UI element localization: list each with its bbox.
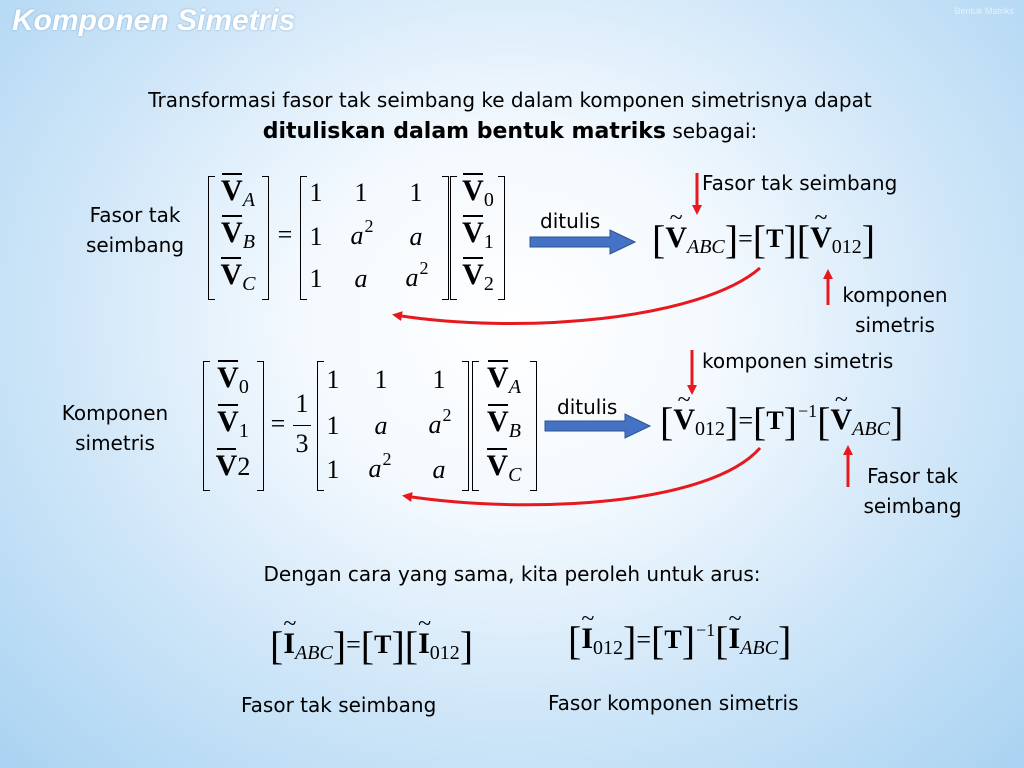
ditulis-label-2: ditulis <box>557 395 618 419</box>
arus-line: Dengan cara yang sama, kita peroleh untuk arus: <box>263 562 761 586</box>
slide-title: Komponen Simetris <box>12 4 296 37</box>
intro-line-1: Transformasi fasor tak seimbang ke dalam komponen simetrisnya dapat <box>148 88 872 112</box>
blue-arrow-2 <box>545 414 650 438</box>
matrix-equation-2: V0 V1 V2 = 1 3 1 1 1 1 a $a^2$ 1 $a^2$ a VA VB VC <box>200 355 545 495</box>
red-curve-arrow-1 <box>395 268 760 324</box>
blue-arrow-1 <box>530 230 635 254</box>
current-eq-2: [~ $I012]=[T]^{-1}[\sim$ IABC] <box>568 617 791 663</box>
compact-eq-2: [~ $V012]=[T]^{-1}[\sim$ VABC] <box>660 398 903 444</box>
caption-fasor-tak-seimbang: Fasor tak seimbang <box>241 693 437 717</box>
note-fasor-tak-seimbang-top: Fasor tak seimbang <box>702 171 898 195</box>
matrix-equation-1: VA VB VC = 1 1 1 1 $a^2$ a 1 a $a^2$ V0 V1 V2 <box>205 170 515 305</box>
note-komponen-simetris-1: komponen simetris <box>842 283 948 337</box>
intro-bold: dituliskan dalam bentuk matriks <box>262 119 666 144</box>
red-curve-arrow-2 <box>405 448 760 505</box>
ditulis-label-1: ditulis <box>540 209 601 233</box>
corner-label: Bentuk Matriks <box>954 6 1014 16</box>
compact-eq-1: [~ VABC]=[T][~ V012] <box>652 216 875 262</box>
label-komponen-simetris: Komponen simetris <box>61 401 169 455</box>
current-eq-1: [~ IABC]=[T][~ I012] <box>270 622 473 668</box>
intro-rest: sebagai: <box>665 119 758 143</box>
note-fasor-tak-seimbang-2: Fasor tak seimbang <box>863 464 962 518</box>
note-komponen-simetris-2: komponen simetris <box>702 349 894 373</box>
label-fasor-tak-seimbang: Fasor tak seimbang <box>85 203 185 257</box>
caption-fasor-komponen-simetris: Fasor komponen simetris <box>548 691 799 715</box>
